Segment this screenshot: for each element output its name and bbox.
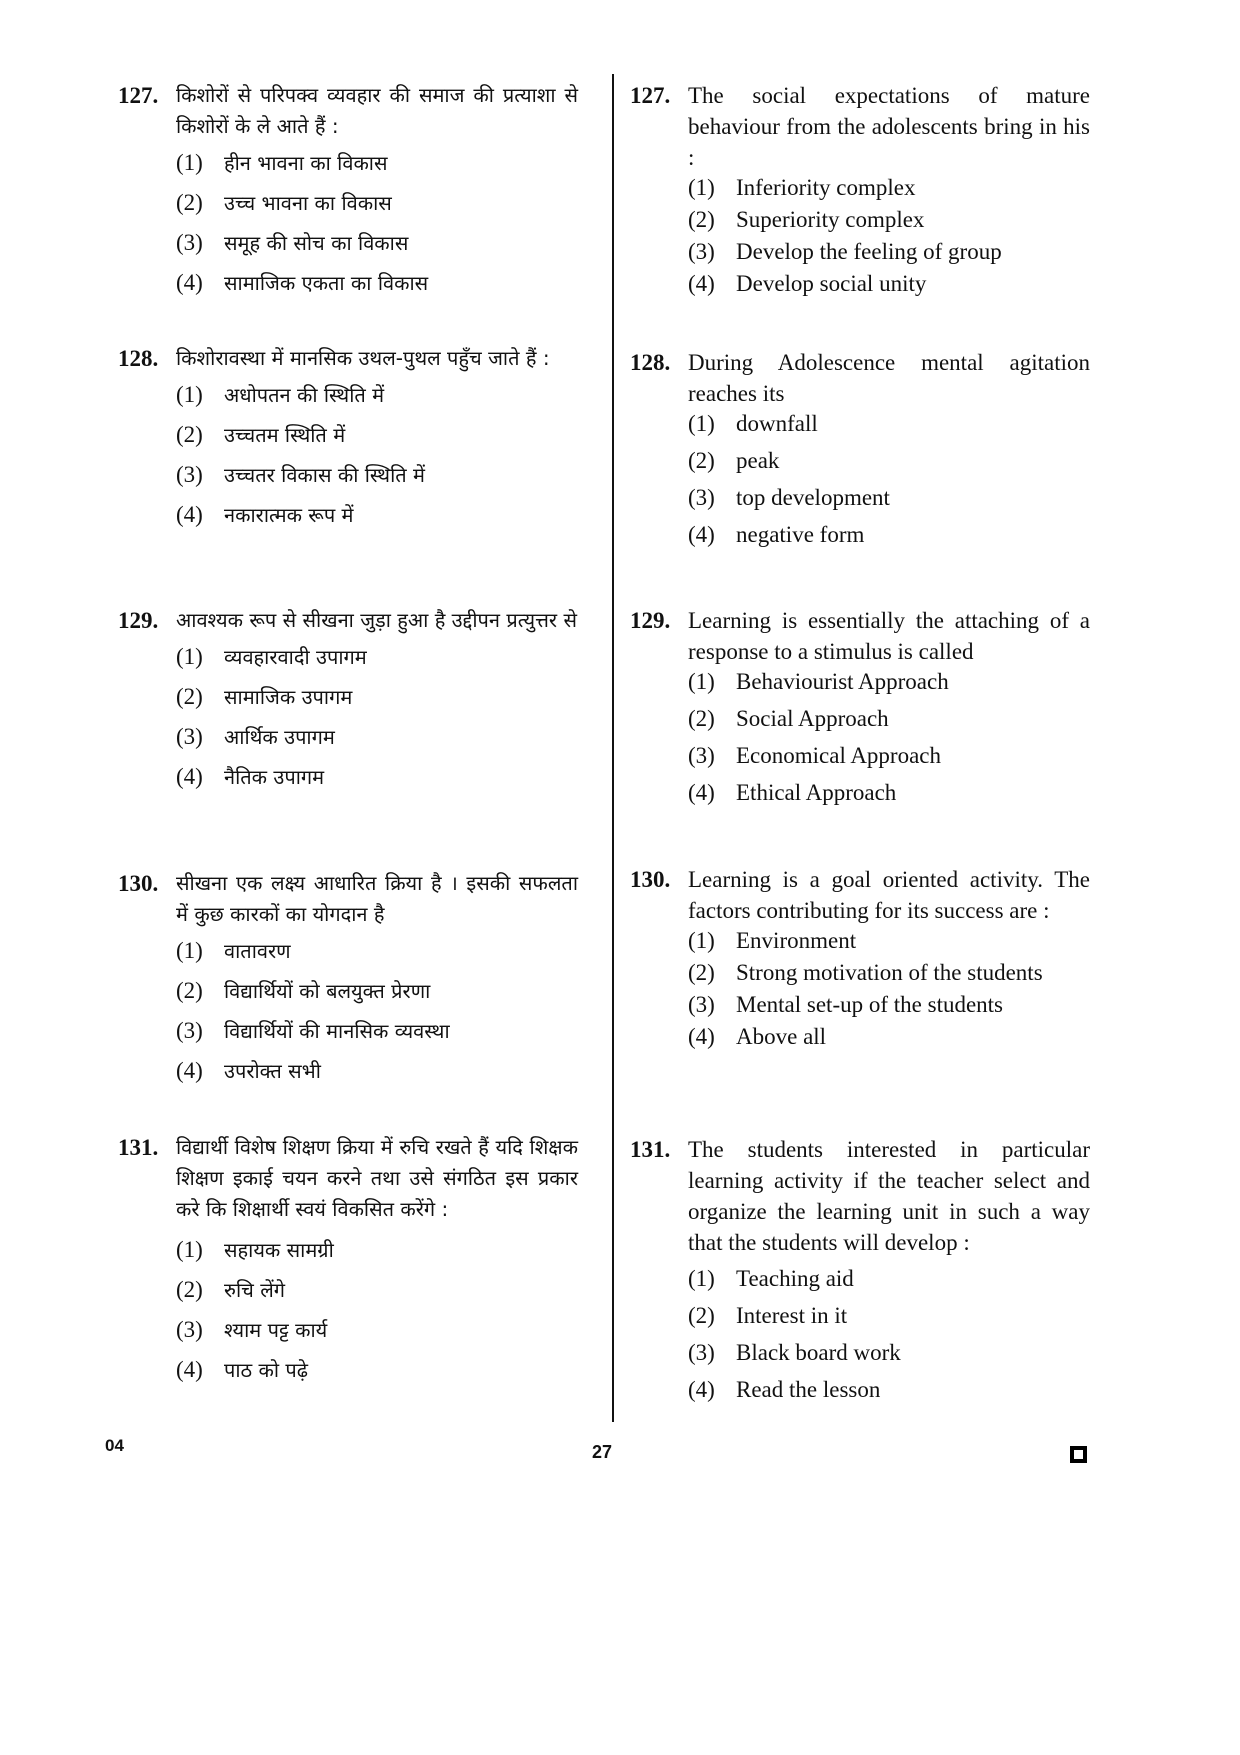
option-4[interactable]: (4) negative form: [688, 522, 865, 547]
option-4[interactable]: (4) Ethical Approach: [688, 780, 897, 805]
question-text: किशोरों से परिपक्व व्यवहार की समाज की प्रत्याशा से किशोरों के ले आते हैं :: [176, 83, 578, 138]
question-number: 130.: [118, 871, 159, 896]
option-1[interactable]: (1) सहायक सामग्री: [176, 1237, 334, 1262]
option-2[interactable]: (2) Superiority complex: [688, 207, 925, 232]
question-text: Learning is essentially the attaching of a response to a stimulus is called: [688, 608, 1090, 664]
option-2[interactable]: (2) विद्यार्थियों को बलयुक्त प्रेरणा: [176, 978, 431, 1003]
option-4[interactable]: (4) नकारात्मक रूप में: [176, 502, 354, 527]
question-130-english: [630, 864, 1090, 1054]
question-128-hindi: [118, 343, 578, 538]
question-text: आवश्यक रूप से सीखना जुड़ा हुआ है उद्दीपन प्रत्युत्तर से: [176, 608, 577, 632]
option-3[interactable]: (3) Economical Approach: [688, 743, 942, 768]
option-2[interactable]: (2) रुचि लेंगे: [176, 1277, 286, 1302]
question-number: 128.: [630, 350, 671, 375]
option-4[interactable]: (4) पाठ को पढ़े: [176, 1357, 309, 1382]
option-2[interactable]: (2) Social Approach: [688, 706, 889, 731]
question-number: 127.: [630, 83, 671, 108]
question-number: 131.: [118, 1135, 159, 1160]
question-129-english: [630, 605, 1090, 815]
option-1[interactable]: (1) downfall: [688, 411, 818, 436]
question-number: 129.: [630, 608, 671, 633]
question-130-hindi: [118, 868, 578, 1094]
booklet-code: 04: [105, 1436, 124, 1455]
question-text: विद्यार्थी विशेष शिक्षण क्रिया में रुचि रखते हैं यदि शिक्षक शिक्षण इकाई चयन करने तथा उसे संगठित इस प्रकार करे कि शिक्षार्थी स्वयं विकसित करेंगे :: [176, 1135, 578, 1221]
option-1[interactable]: (1) Inferiority complex: [688, 175, 916, 200]
option-2[interactable]: (2) उच्च भावना का विकास: [176, 190, 392, 215]
question-number: 130.: [630, 867, 671, 892]
option-4[interactable]: (4) सामाजिक एकता का विकास: [176, 270, 429, 295]
question-number: 129.: [118, 608, 159, 633]
option-2[interactable]: (2) Strong motivation of the students: [688, 960, 1043, 985]
option-3[interactable]: (3) Mental set-up of the students: [688, 992, 1004, 1017]
option-2[interactable]: (2) peak: [688, 448, 780, 473]
option-3[interactable]: (3) विद्यार्थियों की मानसिक व्यवस्था: [176, 1018, 450, 1043]
question-text: सीखना एक लक्ष्य आधारित क्रिया है । इसकी सफलता में कुछ कारकों का योगदान है: [176, 871, 578, 926]
option-4[interactable]: (4) Develop social unity: [688, 271, 927, 296]
option-3[interactable]: (3) श्याम पट्ट कार्य: [176, 1317, 328, 1342]
question-131-english: [630, 1134, 1090, 1412]
question-129-hindi: [118, 605, 578, 800]
option-3[interactable]: (3) Black board work: [688, 1340, 901, 1365]
option-3[interactable]: (3) समूह की सोच का विकास: [176, 230, 409, 255]
question-number: 127.: [118, 83, 159, 108]
option-1[interactable]: (1) अधोपतन की स्थिति में: [176, 382, 385, 407]
option-3[interactable]: (3) उच्चतर विकास की स्थिति में: [176, 462, 425, 487]
option-1[interactable]: (1) Behaviourist Approach: [688, 669, 949, 694]
page-number: 27: [592, 1442, 613, 1462]
question-number: 128.: [118, 346, 159, 371]
square-marker-icon: [1070, 1446, 1087, 1463]
question-text: The students interested in particular learning activity if the teacher select and organize the learning unit in such a way that the students will develop :: [688, 1137, 1090, 1255]
option-4[interactable]: (4) Above all: [688, 1024, 827, 1049]
question-text: किशोरावस्था में मानसिक उथल-पुथल पहुँच जाते हैं :: [176, 346, 550, 370]
option-2[interactable]: (2) उच्चतम स्थिति में: [176, 422, 346, 447]
option-1[interactable]: (1) हीन भावना का विकास: [176, 150, 388, 175]
option-3[interactable]: (3) Develop the feeling of group: [688, 239, 1002, 264]
column-divider: [612, 74, 614, 1422]
question-131-hindi: [118, 1132, 578, 1393]
question-number: 131.: [630, 1137, 671, 1162]
question-text: The social expectations of mature behaviour from the adolescents bring in his :: [688, 83, 1090, 170]
option-2[interactable]: (2) Interest in it: [688, 1303, 848, 1328]
option-1[interactable]: (1) Environment: [688, 928, 857, 953]
question-127-hindi: [118, 80, 578, 306]
question-text: During Adolescence mental agitation reaches its: [688, 350, 1090, 406]
option-3[interactable]: (3) आर्थिक उपागम: [176, 724, 335, 749]
question-128-english: [630, 347, 1090, 557]
option-4[interactable]: (4) उपरोक्त सभी: [176, 1058, 321, 1083]
option-1[interactable]: (1) वातावरण: [176, 938, 291, 963]
option-2[interactable]: (2) सामाजिक उपागम: [176, 684, 353, 709]
option-1[interactable]: (1) Teaching aid: [688, 1266, 854, 1291]
option-4[interactable]: (4) नैतिक उपागम: [176, 764, 325, 789]
option-4[interactable]: (4) Read the lesson: [688, 1377, 881, 1402]
question-text: Learning is a goal oriented activity. The factors contributing for its success are :: [688, 867, 1090, 923]
question-127-english: [630, 80, 1090, 301]
option-3[interactable]: (3) top development: [688, 485, 890, 510]
option-1[interactable]: (1) व्यवहारवादी उपागम: [176, 644, 367, 669]
